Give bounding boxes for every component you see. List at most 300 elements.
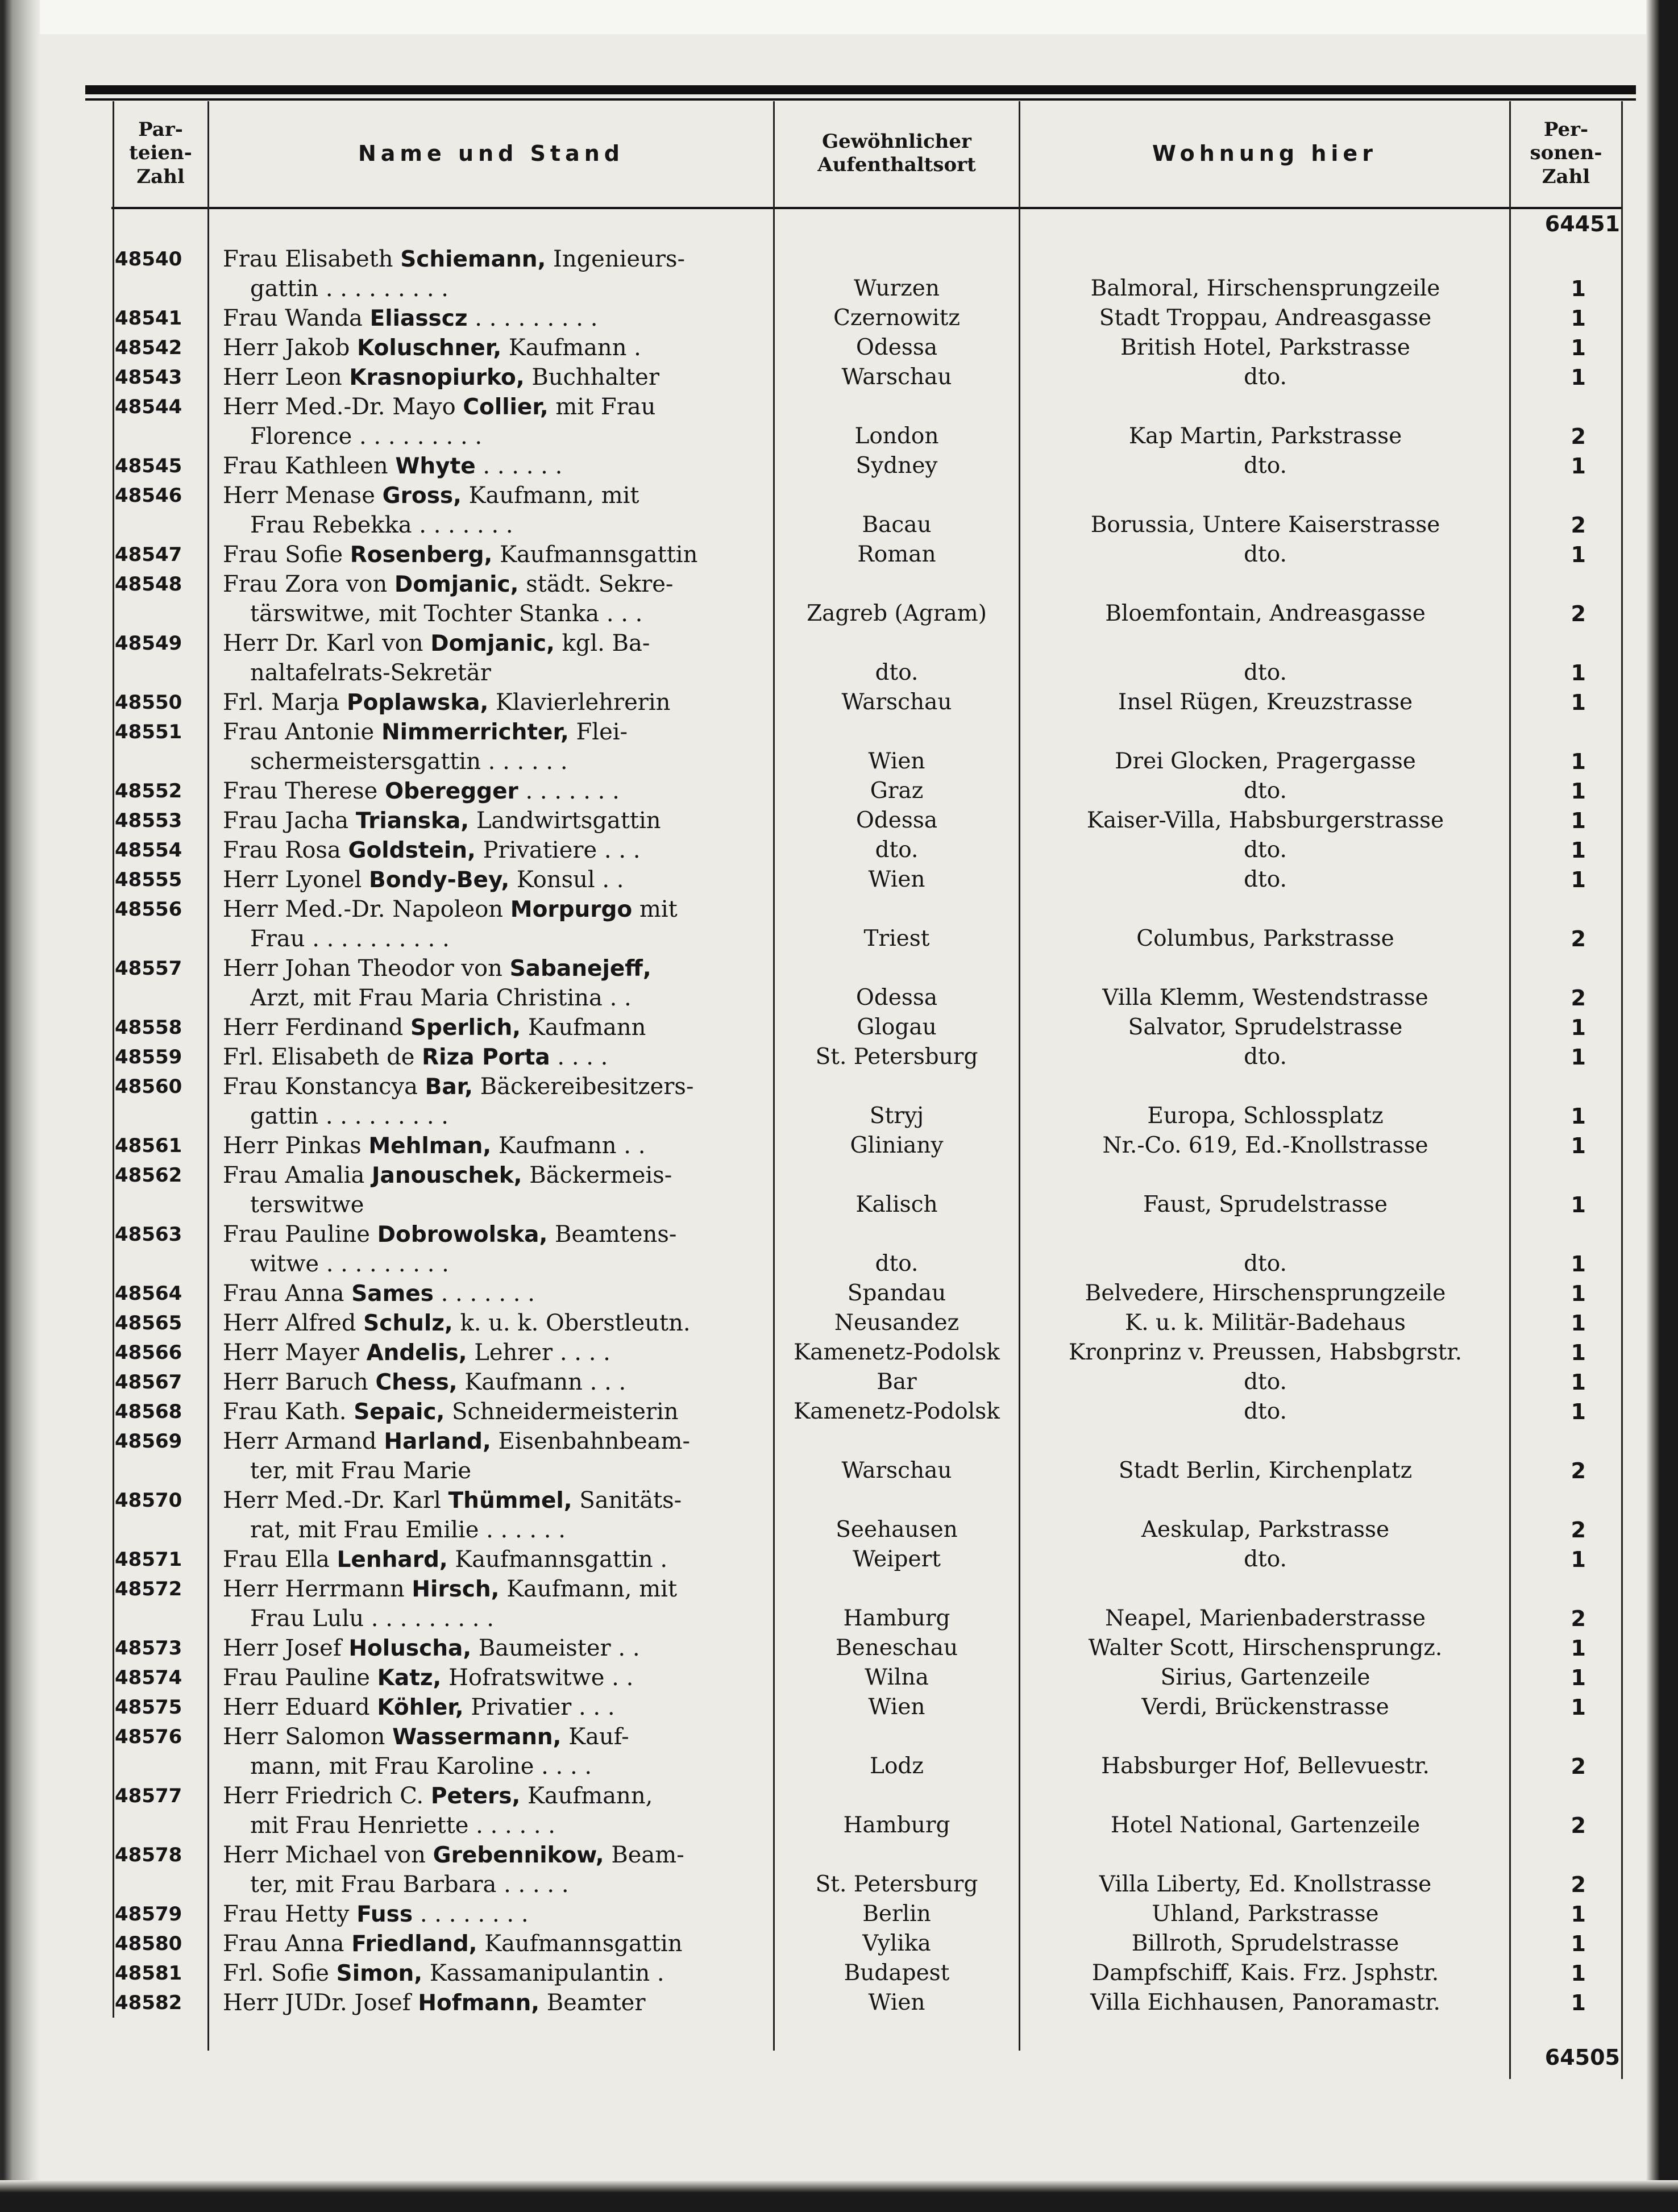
entry-surname: Grebennikow, bbox=[433, 1843, 604, 1868]
entry-name bbox=[223, 1367, 769, 1398]
party-number: 48545 bbox=[115, 455, 182, 477]
usual-residence: Warschau bbox=[841, 364, 952, 390]
entry-title: Herr Ferdinand bbox=[223, 1014, 404, 1041]
usual-residence: Hamburg bbox=[843, 1812, 950, 1838]
party-number: 48544 bbox=[115, 396, 182, 418]
local-address: dto. bbox=[1244, 542, 1287, 567]
party-number: 48547 bbox=[115, 543, 182, 566]
usual-residence: Spandau bbox=[847, 1280, 946, 1306]
party-number: 48546 bbox=[115, 484, 182, 507]
party-number: 48563 bbox=[115, 1223, 182, 1246]
entry-surname: Nimmerrichter, bbox=[381, 720, 569, 745]
party-number: 48581 bbox=[115, 1962, 182, 1985]
entry-title: Frau Antonie bbox=[223, 719, 375, 745]
local-address: dto. bbox=[1244, 1369, 1287, 1395]
usual-residence: Czernowitz bbox=[833, 305, 960, 331]
entry-name bbox=[223, 1663, 769, 1693]
entry-surname: Bondy-Bey, bbox=[369, 867, 510, 893]
party-number: 48559 bbox=[115, 1046, 182, 1068]
entry-surname: Mehlman, bbox=[368, 1133, 492, 1159]
entry-name bbox=[223, 1427, 769, 1457]
usual-residence: Stryj bbox=[869, 1103, 924, 1129]
usual-residence: Graz bbox=[870, 778, 924, 804]
entry-surname: Friedland, bbox=[351, 1931, 477, 1957]
person-count: 2 bbox=[1571, 1606, 1586, 1631]
local-address: Villa Klemm, Westendstrasse bbox=[1102, 985, 1428, 1011]
entry-name bbox=[223, 835, 769, 866]
entry-name-continuation: ter, mit Frau Barbara . . . . . bbox=[250, 1872, 569, 1898]
party-number: 48552 bbox=[115, 780, 182, 803]
usual-residence: Hamburg bbox=[843, 1606, 950, 1631]
entry-title: Frau Kath. bbox=[223, 1399, 347, 1425]
entry-surname: Sperlich, bbox=[410, 1015, 521, 1041]
person-count: 1 bbox=[1571, 1340, 1586, 1365]
person-count: 2 bbox=[1571, 1458, 1586, 1483]
entry-title: Frau Elisabeth bbox=[223, 246, 393, 272]
entry-surname: Domjanic, bbox=[394, 572, 519, 597]
entry-title: Herr JUDr. Josef bbox=[223, 1990, 411, 2016]
entry-name bbox=[223, 1959, 769, 1989]
entry-title: Herr Armand bbox=[223, 1428, 377, 1454]
person-count: 1 bbox=[1571, 690, 1586, 715]
entry-surname: Bar, bbox=[425, 1074, 474, 1100]
person-count: 1 bbox=[1571, 1931, 1586, 1956]
entry-name-continuation: ter, mit Frau Marie bbox=[250, 1458, 472, 1484]
local-address: Stadt Berlin, Kirchenplatz bbox=[1118, 1458, 1413, 1483]
entry-surname: Rosenberg, bbox=[350, 542, 493, 568]
header-persons-label: Per- sonen- Zahl bbox=[1530, 118, 1602, 188]
entry-title: Frau Konstancya bbox=[223, 1074, 418, 1100]
entry-occupation: mit Frau bbox=[555, 394, 656, 420]
local-address: dto. bbox=[1244, 453, 1287, 479]
entry-title: Herr Dr. Karl von bbox=[223, 630, 423, 656]
entry-occupation: . . . . . . . bbox=[525, 778, 620, 804]
local-address: Balmoral, Hirschensprungzeile bbox=[1090, 276, 1440, 301]
entry-name-continuation: gattin . . . . . . . . . bbox=[250, 1103, 449, 1129]
local-address: Drei Glocken, Pragergasse bbox=[1115, 749, 1416, 774]
entry-surname: Peters, bbox=[430, 1783, 521, 1809]
local-address: Dampfschiff, Kais. Frz. Jsphstr. bbox=[1091, 1960, 1439, 1986]
entry-name bbox=[223, 954, 769, 984]
header-name-and-status bbox=[209, 102, 773, 205]
usual-residence: Seehausen bbox=[836, 1517, 958, 1542]
entry-occupation: Privatiere . . . bbox=[483, 837, 641, 863]
entry-name bbox=[223, 540, 769, 570]
entry-name bbox=[223, 1633, 769, 1664]
party-number: 48554 bbox=[115, 839, 182, 862]
local-address: Neapel, Marienbaderstrasse bbox=[1105, 1606, 1426, 1631]
column-divider bbox=[1621, 101, 1623, 2079]
person-count: 1 bbox=[1571, 1015, 1586, 1040]
entry-occupation: Kaufmannsgattin bbox=[484, 1931, 683, 1957]
usual-residence: Kamenetz-Podolsk bbox=[794, 1399, 1000, 1424]
entry-title: Herr Johan Theodor von bbox=[223, 955, 502, 982]
entry-surname: Riza Porta bbox=[422, 1045, 550, 1070]
party-number: 48571 bbox=[115, 1548, 182, 1571]
party-number: 48557 bbox=[115, 957, 182, 980]
usual-residence: Neusandez bbox=[834, 1310, 960, 1336]
usual-residence: Berlin bbox=[862, 1901, 931, 1927]
entry-occupation: städt. Sekre- bbox=[526, 571, 674, 597]
entry-surname: Sames bbox=[351, 1281, 434, 1307]
entry-title: Herr Med.-Dr. Napoleon bbox=[223, 896, 504, 922]
person-count: 1 bbox=[1571, 1990, 1586, 2015]
entry-name bbox=[223, 1722, 769, 1752]
local-address: Belvedere, Hirschensprungzeile bbox=[1085, 1280, 1446, 1306]
entry-occupation: Beam- bbox=[611, 1842, 684, 1868]
local-address: Stadt Troppau, Andreasgasse bbox=[1099, 305, 1432, 331]
entry-title: Frau Jacha bbox=[223, 808, 349, 834]
entry-name-continuation: gattin . . . . . . . . . bbox=[250, 276, 449, 302]
person-count: 1 bbox=[1571, 1695, 1586, 1720]
local-address: Aeskulap, Parkstrasse bbox=[1141, 1517, 1390, 1542]
entry-name-continuation: schermeistersgattin . . . . . . bbox=[250, 749, 568, 775]
party-number: 48570 bbox=[115, 1489, 182, 1512]
column-divider bbox=[207, 101, 209, 2051]
person-count: 1 bbox=[1571, 1133, 1586, 1158]
entry-surname: Whyte bbox=[395, 454, 476, 479]
usual-residence: Weipert bbox=[853, 1546, 941, 1572]
person-count: 2 bbox=[1571, 513, 1586, 538]
entry-name bbox=[223, 1013, 769, 1043]
entry-occupation: Bäckereibesitzers- bbox=[480, 1074, 694, 1100]
person-count: 1 bbox=[1571, 1636, 1586, 1661]
party-number: 48566 bbox=[115, 1341, 182, 1364]
party-number: 48562 bbox=[115, 1164, 182, 1187]
entry-surname: Janouschek, bbox=[372, 1163, 522, 1188]
entry-occupation: Flei- bbox=[576, 719, 628, 745]
entry-occupation: Landwirtsgattin bbox=[476, 808, 661, 834]
entry-title: Frau Rosa bbox=[223, 837, 341, 863]
entry-title: Frau Hetty bbox=[223, 1901, 350, 1927]
usual-residence: Beneschau bbox=[835, 1635, 958, 1661]
entry-name bbox=[223, 1338, 769, 1368]
entry-name-continuation: rat, mit Frau Emilie . . . . . . bbox=[250, 1517, 566, 1543]
person-count: 1 bbox=[1571, 454, 1586, 479]
usual-residence: Warschau bbox=[841, 1458, 952, 1483]
person-count: 1 bbox=[1571, 660, 1586, 685]
person-count: 2 bbox=[1571, 601, 1586, 626]
party-number: 48540 bbox=[115, 248, 182, 271]
entry-name bbox=[223, 1929, 769, 1959]
entry-name bbox=[223, 1899, 769, 1930]
usual-residence: Sydney bbox=[855, 453, 938, 479]
entry-occupation: Beamtens- bbox=[554, 1221, 677, 1248]
entry-title: Frau Therese bbox=[223, 778, 378, 804]
entry-name bbox=[223, 1574, 769, 1604]
usual-residence: Kalisch bbox=[855, 1192, 938, 1217]
person-count: 1 bbox=[1571, 542, 1586, 567]
entry-surname: Hofmann, bbox=[418, 1990, 540, 2016]
entry-title: Frau Wanda bbox=[223, 305, 363, 331]
usual-residence: Wien bbox=[868, 867, 925, 892]
entry-title: Herr Herrmann bbox=[223, 1576, 405, 1602]
party-number: 48561 bbox=[115, 1134, 182, 1157]
entry-surname: Chess, bbox=[375, 1370, 458, 1395]
person-count: 1 bbox=[1571, 335, 1586, 360]
local-address: Nr.-Co. 619, Ed.-Knollstrasse bbox=[1102, 1133, 1428, 1158]
party-number: 48568 bbox=[115, 1400, 182, 1423]
entry-name bbox=[223, 333, 769, 363]
local-address: Uhland, Parkstrasse bbox=[1152, 1901, 1379, 1927]
person-count: 1 bbox=[1571, 838, 1586, 863]
entry-name-continuation: tärswitwe, mit Tochter Stanka . . . bbox=[250, 601, 643, 627]
party-number: 48541 bbox=[115, 307, 182, 330]
usual-residence: Wien bbox=[868, 1990, 925, 2015]
entry-surname: Thümmel, bbox=[448, 1488, 572, 1514]
entry-occupation: Privatier . . . bbox=[471, 1694, 615, 1720]
person-count: 2 bbox=[1571, 1813, 1586, 1838]
entry-surname: Sepaic, bbox=[354, 1399, 445, 1425]
local-address: Borussia, Untere Kaiserstrasse bbox=[1090, 512, 1440, 538]
entry-surname: Poplawska, bbox=[347, 690, 489, 716]
entry-occupation: Kassamanipulantin . bbox=[429, 1960, 664, 1986]
person-count: 2 bbox=[1571, 926, 1586, 951]
person-count: 1 bbox=[1571, 1961, 1586, 1986]
entry-occupation: Konsul . . bbox=[516, 867, 624, 893]
top-rule-thick bbox=[85, 85, 1636, 94]
local-address: dto. bbox=[1244, 1251, 1287, 1277]
person-count: 1 bbox=[1571, 306, 1586, 331]
entry-occupation: Buchhalter bbox=[531, 364, 659, 390]
entry-surname: Wassermann, bbox=[392, 1724, 562, 1750]
usual-residence: Budapest bbox=[844, 1960, 950, 1986]
usual-residence: Odessa bbox=[855, 335, 938, 360]
entry-name bbox=[223, 688, 769, 718]
entry-occupation: . . . . . . . . bbox=[420, 1901, 529, 1927]
header-residence-label: Gewöhnlicher Aufenthaltsort bbox=[817, 130, 976, 176]
party-number: 48567 bbox=[115, 1371, 182, 1394]
entry-occupation: . . . . . . bbox=[483, 453, 563, 479]
local-address: Habsburger Hof, Bellevuestr. bbox=[1101, 1753, 1430, 1779]
party-number: 48578 bbox=[115, 1844, 182, 1866]
party-number: 48577 bbox=[115, 1785, 182, 1807]
entry-surname: Katz, bbox=[377, 1665, 442, 1691]
entry-surname: Trianska, bbox=[355, 808, 470, 834]
entry-occupation: Kaufmann, mit bbox=[468, 483, 639, 509]
usual-residence: Vylika bbox=[862, 1931, 931, 1956]
entry-name-continuation: Frau Rebekka . . . . . . . bbox=[250, 512, 513, 538]
person-count: 1 bbox=[1571, 1281, 1586, 1306]
party-number: 48548 bbox=[115, 573, 182, 596]
entry-title: Herr Mayer bbox=[223, 1340, 359, 1366]
entry-name-continuation: witwe . . . . . . . . . bbox=[250, 1251, 449, 1277]
local-address: Verdi, Brückenstrasse bbox=[1141, 1694, 1389, 1720]
entry-title: Frau Anna bbox=[223, 1280, 344, 1307]
entry-surname: Schiemann, bbox=[400, 247, 546, 272]
entry-name-continuation: naltafelrats-Sekretär bbox=[250, 660, 491, 686]
local-address: dto. bbox=[1244, 837, 1287, 863]
entry-surname: Krasnopiurko, bbox=[349, 365, 525, 390]
page-bottom-edge bbox=[0, 2180, 1678, 2212]
entry-surname: Domjanic, bbox=[430, 631, 555, 656]
local-address: dto. bbox=[1244, 867, 1287, 892]
local-address: Hotel National, Gartenzeile bbox=[1110, 1812, 1421, 1838]
party-number: 48572 bbox=[115, 1578, 182, 1600]
entry-title: Frau Zora von bbox=[223, 571, 388, 597]
usual-residence: Lodz bbox=[870, 1753, 924, 1779]
local-address: Villa Eichhausen, Panoramastr. bbox=[1090, 1990, 1440, 2015]
entry-occupation: kgl. Ba- bbox=[562, 630, 650, 656]
entry-name bbox=[223, 1131, 769, 1161]
entry-title: Frl. Sofie bbox=[223, 1960, 329, 1986]
entry-title: Frau Amalia bbox=[223, 1162, 365, 1188]
party-number: 48573 bbox=[115, 1637, 182, 1660]
column-divider bbox=[1509, 101, 1511, 2079]
entry-surname: Fuss bbox=[356, 1902, 413, 1927]
entry-name-continuation: Florence . . . . . . . . . bbox=[250, 423, 483, 450]
entry-name bbox=[223, 451, 769, 481]
local-address: dto. bbox=[1244, 1044, 1287, 1070]
entry-name bbox=[223, 1161, 769, 1191]
top-rule-thin bbox=[85, 98, 1636, 101]
running-total-end: 64505 bbox=[1544, 2045, 1620, 2070]
column-divider bbox=[1019, 101, 1020, 2051]
usual-residence: Zagreb (Agram) bbox=[807, 601, 987, 626]
party-number: 48579 bbox=[115, 1903, 182, 1926]
entry-name bbox=[223, 569, 769, 600]
local-address: Kronprinz v. Preussen, Habsbgrstr. bbox=[1068, 1340, 1463, 1365]
entry-name bbox=[223, 1220, 769, 1250]
entry-title: Herr Friedrich C. bbox=[223, 1783, 424, 1809]
entry-name bbox=[223, 895, 769, 925]
entry-surname: Sabanejeff, bbox=[509, 956, 651, 982]
person-count: 1 bbox=[1571, 1399, 1586, 1424]
page-top-edge bbox=[0, 0, 1678, 34]
entry-name-continuation: terswitwe bbox=[250, 1192, 364, 1218]
usual-residence: Warschau bbox=[841, 689, 952, 715]
entry-name bbox=[223, 1072, 769, 1102]
party-number: 48555 bbox=[115, 868, 182, 891]
person-count: 2 bbox=[1571, 424, 1586, 449]
entry-name bbox=[223, 1988, 769, 2018]
usual-residence: Wien bbox=[868, 1694, 925, 1720]
person-count: 1 bbox=[1571, 1104, 1586, 1129]
party-number: 48565 bbox=[115, 1312, 182, 1334]
entry-name bbox=[223, 363, 769, 393]
person-count: 1 bbox=[1571, 1311, 1586, 1336]
entry-occupation: Kaufmann . . . bbox=[464, 1369, 626, 1395]
usual-residence: Bar bbox=[877, 1369, 917, 1395]
usual-residence: dto. bbox=[875, 1251, 919, 1277]
entry-occupation: Kaufmann bbox=[528, 1014, 646, 1041]
person-count: 1 bbox=[1571, 1192, 1586, 1217]
page-right-edge bbox=[1646, 0, 1678, 2212]
usual-residence: Bacau bbox=[862, 512, 932, 538]
entry-name bbox=[223, 1486, 769, 1516]
entry-occupation: Ingenieurs- bbox=[553, 246, 686, 272]
entry-title: Frau Sofie bbox=[223, 542, 343, 568]
local-address: Kap Martin, Parkstrasse bbox=[1128, 423, 1402, 449]
local-address: dto. bbox=[1244, 1546, 1287, 1572]
entry-name bbox=[223, 392, 769, 422]
entry-title: Frl. Marja bbox=[223, 689, 340, 716]
running-total-start: 64451 bbox=[1544, 211, 1620, 236]
entry-surname: Gross, bbox=[382, 483, 462, 509]
header-party-number bbox=[114, 102, 207, 205]
header-name-label: Name und Stand bbox=[358, 140, 624, 166]
entry-occupation: Kaufmann . bbox=[508, 335, 641, 361]
entry-name bbox=[223, 1781, 769, 1811]
person-count: 2 bbox=[1571, 1754, 1586, 1779]
local-address: dto. bbox=[1244, 660, 1287, 685]
usual-residence: Wurzen bbox=[853, 276, 940, 301]
local-address: Billroth, Sprudelstrasse bbox=[1131, 1931, 1399, 1956]
local-address: Europa, Schlossplatz bbox=[1147, 1103, 1384, 1129]
local-address: Villa Liberty, Ed. Knollstrasse bbox=[1099, 1872, 1432, 1897]
person-count: 1 bbox=[1571, 1665, 1586, 1690]
usual-residence: Wien bbox=[868, 749, 925, 774]
entry-title: Herr Baruch bbox=[223, 1369, 368, 1395]
entry-title: Frau Ella bbox=[223, 1546, 330, 1573]
entry-name-continuation: Frau Lulu . . . . . . . . . bbox=[250, 1606, 494, 1632]
entry-occupation: Baumeister . . bbox=[478, 1635, 640, 1661]
usual-residence: Kamenetz-Podolsk bbox=[794, 1340, 1000, 1365]
usual-residence: St. Petersburg bbox=[815, 1872, 978, 1897]
party-number: 48550 bbox=[115, 691, 182, 714]
entry-occupation: k. u. k. Oberstleutn. bbox=[460, 1310, 691, 1336]
entry-occupation: Kaufmann, mit bbox=[506, 1576, 678, 1602]
usual-residence: dto. bbox=[875, 660, 919, 685]
entry-occupation: Kauf- bbox=[568, 1724, 629, 1750]
usual-residence: Glogau bbox=[857, 1014, 937, 1040]
usual-residence: Triest bbox=[863, 926, 930, 951]
person-count: 1 bbox=[1571, 276, 1586, 301]
person-count: 1 bbox=[1571, 365, 1586, 390]
entry-surname: Andelis, bbox=[366, 1340, 467, 1366]
person-count: 1 bbox=[1571, 779, 1586, 804]
entry-occupation: Hofratswitwe . . bbox=[448, 1665, 634, 1691]
party-number: 48551 bbox=[115, 721, 182, 743]
person-count: 2 bbox=[1571, 1517, 1586, 1542]
party-number: 48574 bbox=[115, 1666, 182, 1689]
header-party-number-label: Par- teien- Zahl bbox=[129, 118, 192, 188]
local-address: Columbus, Parkstrasse bbox=[1136, 926, 1394, 951]
header-usual-residence bbox=[775, 102, 1019, 205]
party-number: 48569 bbox=[115, 1430, 182, 1453]
entry-title: Frau Anna bbox=[223, 1931, 344, 1957]
entry-title: Frau Pauline bbox=[223, 1221, 370, 1248]
entry-title: Frl. Elisabeth de bbox=[223, 1044, 415, 1070]
person-count: 1 bbox=[1571, 808, 1586, 833]
entry-name-continuation: Frau . . . . . . . . . . bbox=[250, 926, 450, 952]
entry-surname: Lenhard, bbox=[337, 1547, 448, 1573]
local-address: dto. bbox=[1244, 1399, 1287, 1424]
party-number: 48543 bbox=[115, 366, 182, 389]
entry-occupation: Kaufmann . . bbox=[498, 1133, 646, 1159]
entry-name bbox=[223, 244, 769, 275]
entry-name bbox=[223, 865, 769, 895]
usual-residence: Gliniany bbox=[850, 1133, 944, 1158]
entry-surname: Holuscha, bbox=[348, 1636, 472, 1661]
entry-surname: Eliasscz bbox=[369, 306, 468, 331]
entry-occupation: Kaufmannsgattin bbox=[500, 542, 698, 568]
entry-occupation: Eisenbahnbeam- bbox=[498, 1428, 690, 1454]
entry-name bbox=[223, 776, 769, 806]
entry-name bbox=[223, 629, 769, 659]
usual-residence: dto. bbox=[875, 837, 919, 863]
entry-surname: Harland, bbox=[384, 1429, 491, 1454]
person-count: 1 bbox=[1571, 1045, 1586, 1070]
entry-surname: Dobrowolska, bbox=[377, 1222, 548, 1248]
entry-title: Herr Menase bbox=[223, 483, 375, 509]
entry-surname: Simon, bbox=[336, 1961, 423, 1986]
entry-surname: Köhler, bbox=[377, 1695, 464, 1720]
entry-surname: Koluschner, bbox=[357, 335, 502, 361]
entry-name bbox=[223, 303, 769, 334]
usual-residence: Odessa bbox=[855, 808, 938, 833]
entry-occupation: Beamter bbox=[546, 1990, 646, 2016]
